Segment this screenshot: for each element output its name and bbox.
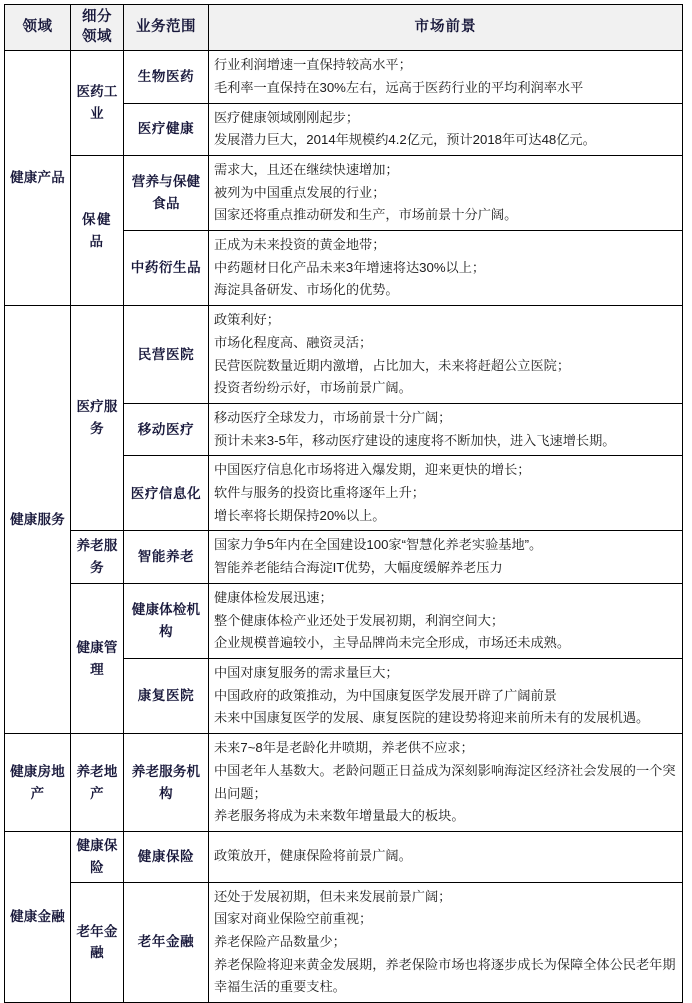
cell-scope: 健康体检机构	[124, 583, 209, 658]
outlook-line: 政策利好；	[214, 312, 280, 328]
outlook-line: 未来7~8年是老龄化井喷期，养老供不应求；	[214, 740, 474, 756]
table-header	[5, 5, 683, 51]
outlook-line: 国家还将重点推动研发和生产，市场前景十分广阔。	[214, 207, 518, 223]
cell-scope: 智能养老	[124, 531, 209, 583]
cell-outlook	[209, 306, 683, 404]
cell-outlook	[209, 583, 683, 658]
cell-outlook	[209, 531, 683, 583]
cell-sub-domain: 医药工业	[71, 51, 124, 156]
cell-sub-domain: 健康保险	[71, 831, 124, 882]
cell-sub-domain: 医疗服务	[71, 306, 124, 531]
cell-sub-domain: 保健品	[71, 155, 124, 305]
table-row	[5, 155, 683, 230]
cell-scope: 生物医药	[124, 51, 209, 103]
cell-scope: 医疗信息化	[124, 456, 209, 531]
outlook-line: 正成为未来投资的黄金地带；	[214, 237, 386, 253]
outlook-line: 整个健康体检产业还处于发展初期，利润空间大；	[214, 612, 505, 628]
outlook-line: 国家对商业保险空前重视；	[214, 911, 373, 927]
table-row	[5, 531, 683, 583]
outlook-line: 未来中国康复医学的发展、康复医院的建设势将迎来前所未有的发展机遇。	[214, 710, 650, 726]
cell-scope: 中药衍生品	[124, 231, 209, 306]
outlook-line: 中国老年人基数大。老龄问题正日益成为深刻影响海淀区经济社会发展的一个突出问题；	[214, 762, 676, 801]
outlook-line: 中国政府的政策推动，为中国康复医学发展开辟了广阔前景	[214, 687, 557, 703]
table-row	[5, 734, 683, 832]
cell-outlook	[209, 155, 683, 230]
outlook-line: 投资者纷纷示好，市场前景广阔。	[214, 380, 412, 396]
cell-sub-domain: 养老地产	[71, 734, 124, 832]
table-row	[5, 583, 683, 658]
table-row	[5, 51, 683, 103]
table-body	[5, 51, 683, 1003]
cell-sub-domain: 健康管理	[71, 583, 124, 733]
outlook-line: 中国医疗信息化市场将进入爆发期，迎来更快的增长；	[214, 462, 531, 478]
cell-domain: 健康服务	[5, 306, 71, 734]
cell-outlook	[209, 831, 683, 882]
cell-scope: 移动医疗	[124, 403, 209, 455]
outlook-line: 养老保险产品数量少；	[214, 934, 346, 950]
cell-scope: 老年金融	[124, 882, 209, 1003]
cell-outlook	[209, 231, 683, 306]
outlook-line: 市场化程度高、融资灵活；	[214, 334, 373, 350]
cell-scope: 医疗健康	[124, 103, 209, 155]
cell-scope: 营养与保健食品	[124, 155, 209, 230]
outlook-line: 毛利率一直保持在30%左右，远高于医药行业的平均利润率水平	[214, 79, 584, 95]
outlook-line: 海淀具备研发、市场化的优势。	[214, 282, 399, 298]
outlook-line: 智能养老能结合海淀IT优势，大幅度缓解养老压力	[214, 560, 503, 576]
outlook-line: 预计未来3-5年，移动医疗建设的速度将不断加快，进入飞速增长期。	[214, 432, 616, 448]
outlook-line: 行业利润增速一直保持较高水平；	[214, 57, 412, 73]
outlook-line: 养老保险将迎来黄金发展期，养老保险市场也将逐步成长为保障全体公民老年期幸福生活的重要支柱。	[214, 956, 676, 995]
cell-outlook	[209, 51, 683, 103]
table-row	[5, 882, 683, 1003]
outlook-line: 企业规模普遍较小，主导品牌尚未完全形成，市场还未成熟。	[214, 635, 571, 651]
outlook-line: 政策放开，健康保险将前景广阔。	[214, 848, 412, 864]
column-header-scope: 业务范围	[124, 5, 209, 51]
cell-scope: 康复医院	[124, 659, 209, 734]
cell-scope: 养老服务机构	[124, 734, 209, 832]
cell-domain: 健康产品	[5, 51, 71, 306]
outlook-line: 健康体检发展迅速；	[214, 589, 333, 605]
outlook-line: 软件与服务的投资比重将逐年上升；	[214, 485, 425, 501]
column-header-outlook: 市场前景	[209, 5, 683, 51]
outlook-line: 国家力争5年内在全国建设100家“智慧化养老实验基地”。	[214, 537, 543, 553]
cell-domain: 健康房地产	[5, 734, 71, 832]
cell-outlook	[209, 456, 683, 531]
outlook-line: 还处于发展初期，但未来发展前景广阔；	[214, 888, 452, 904]
cell-outlook	[209, 103, 683, 155]
cell-scope: 民营医院	[124, 306, 209, 404]
market-outlook-table	[4, 4, 683, 1003]
cell-outlook	[209, 659, 683, 734]
cell-domain: 健康金融	[5, 831, 71, 1002]
table-row	[5, 831, 683, 882]
outlook-line: 中药题材日化产品未来3年增速将达30%以上；	[214, 259, 486, 275]
outlook-line: 发展潜力巨大，2014年规模约4.2亿元，预计2018年可达48亿元。	[214, 132, 596, 148]
column-header-sub-domain: 细分领域	[71, 5, 124, 51]
outlook-line: 移动医疗全球发力，市场前景十分广阔；	[214, 409, 452, 425]
cell-outlook	[209, 882, 683, 1003]
outlook-line: 养老服务将成为未来数年增量最大的板块。	[214, 808, 465, 824]
cell-outlook	[209, 403, 683, 455]
outlook-line: 民营医院数量近期内激增，占比加大，未来将赶超公立医院；	[214, 357, 571, 373]
table-row	[5, 306, 683, 404]
column-header-domain: 领域	[5, 5, 71, 51]
cell-scope: 健康保险	[124, 831, 209, 882]
cell-outlook	[209, 734, 683, 832]
outlook-line: 被列为中国重点发展的行业；	[214, 184, 386, 200]
outlook-line: 中国对康复服务的需求量巨大；	[214, 665, 399, 680]
outlook-line: 增长率将长期保持20%以上。	[214, 507, 386, 523]
cell-sub-domain: 老年金融	[71, 882, 124, 1003]
cell-sub-domain: 养老服务	[71, 531, 124, 583]
outlook-line: 医疗健康领域刚刚起步；	[214, 109, 360, 125]
header-row	[5, 5, 683, 51]
outlook-line: 需求大，且还在继续快速增加；	[214, 161, 399, 177]
